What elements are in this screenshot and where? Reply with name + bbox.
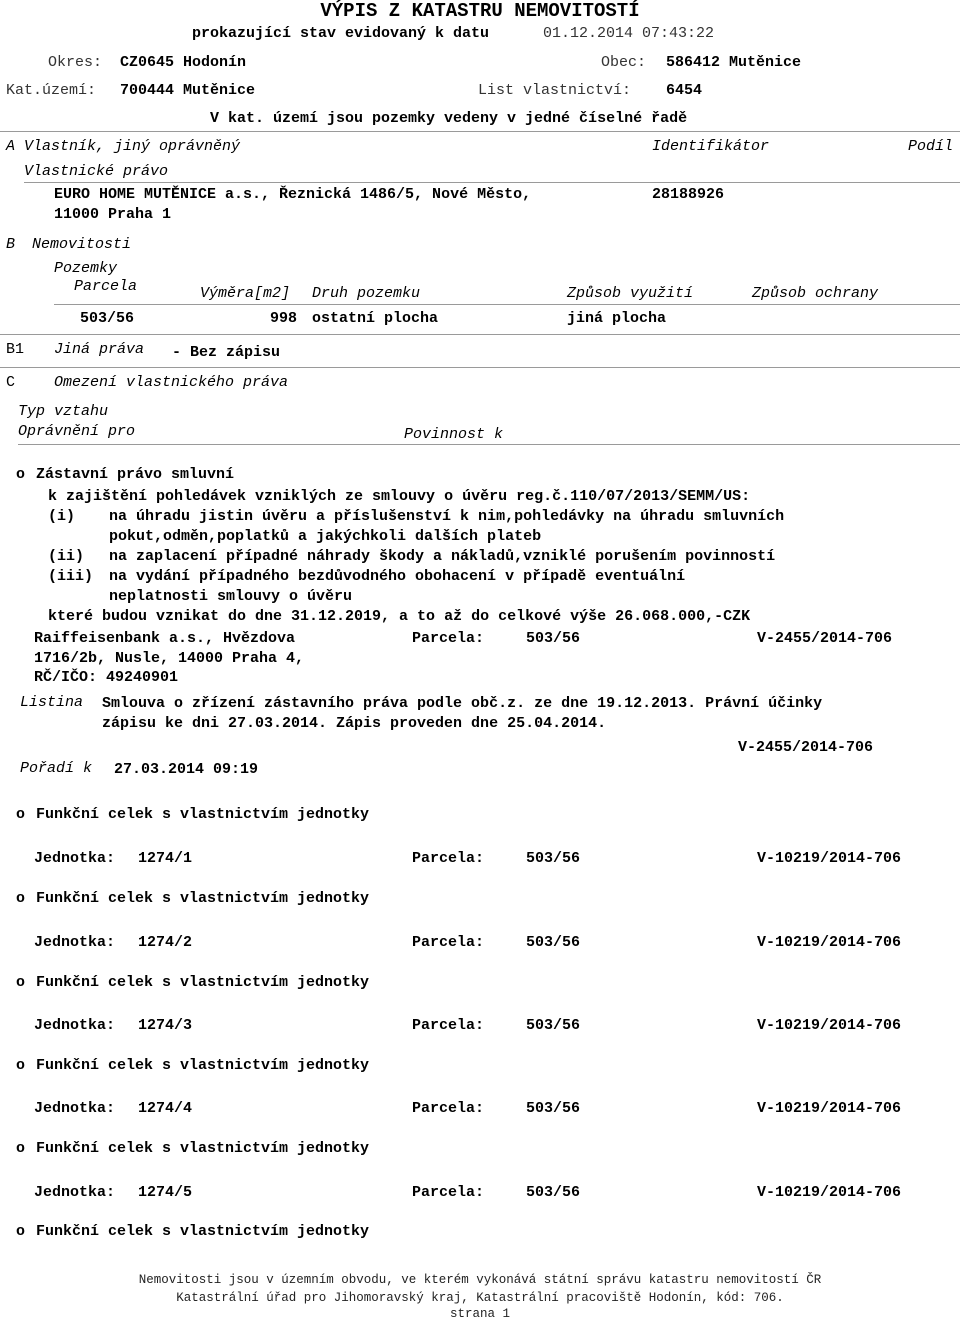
unit-parcela-label: Parcela: bbox=[412, 1017, 485, 1034]
lien-item-text: pokut,odměn,poplatků a jakýchkoli dalších plateb bbox=[109, 528, 542, 545]
jednotka-number: 1274/1 bbox=[138, 850, 193, 867]
lien-closing: které budou vznikat do dne 31.12.2019, a to až do celkové výše 26.068.000,-CZK bbox=[48, 608, 751, 625]
col-podil: Podíl bbox=[908, 138, 954, 155]
celek-label: Funkční celek s vlastnictvím jednotky bbox=[36, 806, 370, 823]
section-a-heading: A Vlastník, jiný oprávněný bbox=[6, 138, 241, 155]
jednotka-number: 1274/3 bbox=[138, 1017, 193, 1034]
section-a-subheading: Vlastnické právo bbox=[24, 163, 169, 180]
section-b1-value: - Bez zápisu bbox=[172, 344, 281, 361]
jednotka-number: 1274/5 bbox=[138, 1184, 193, 1201]
list-value: 6454 bbox=[666, 82, 703, 99]
lien-parcela-value: 503/56 bbox=[526, 630, 581, 647]
lien-line1: k zajištění pohledávek vzniklých ze smlouvy o úvěru reg.č.110/07/2013/SEMM/US: bbox=[48, 488, 751, 505]
creditor-line3: RČ/IČO: 49240901 bbox=[34, 669, 179, 686]
lien-ref: V-2455/2014-706 bbox=[757, 630, 893, 647]
bullet: o bbox=[16, 890, 26, 907]
poradi-value: 27.03.2014 09:19 bbox=[114, 761, 259, 778]
list-label: List vlastnictví: bbox=[478, 82, 632, 99]
col-zpusob-ochrany: Způsob ochrany bbox=[752, 285, 879, 302]
section-b-letter: B bbox=[6, 236, 16, 253]
lien-parcela-label: Parcela: bbox=[412, 630, 485, 647]
unit-parcela-label: Parcela: bbox=[412, 850, 485, 867]
section-c-letter: C bbox=[6, 374, 16, 391]
lien-item-text: na vydání případného bezdůvodného obohacení v případě eventuální bbox=[109, 568, 686, 585]
col-parcela: Parcela bbox=[74, 278, 138, 295]
section-b1-letter: B1 bbox=[6, 341, 25, 358]
col-opravneni-pro: Oprávnění pro bbox=[18, 423, 136, 440]
lien-item-text: na zaplacení případné náhrady škody a nákladů,vzniklé porušením povinností bbox=[109, 548, 776, 565]
jednotka-label: Jednotka: bbox=[34, 1100, 116, 1117]
bullet: o bbox=[16, 806, 26, 823]
col-povinnost-k: Povinnost k bbox=[404, 426, 504, 443]
owner-id: 28188926 bbox=[652, 186, 725, 203]
subtitle-date: 01.12.2014 07:43:22 bbox=[543, 25, 715, 42]
lien-item-mark: (ii) bbox=[48, 548, 85, 565]
lien-title: Zástavní právo smluvní bbox=[36, 466, 235, 483]
okres-label: Okres: bbox=[48, 54, 103, 71]
owner-line2: 11000 Praha 1 bbox=[54, 206, 172, 223]
celek-label: Funkční celek s vlastnictvím jednotky bbox=[36, 1140, 370, 1157]
divider bbox=[24, 182, 960, 183]
unit-parcela-label: Parcela: bbox=[412, 1184, 485, 1201]
divider bbox=[18, 444, 960, 445]
lien-item-mark: (iii) bbox=[48, 568, 94, 585]
bullet: o bbox=[16, 466, 26, 483]
divider bbox=[0, 334, 960, 335]
bullet: o bbox=[16, 1140, 26, 1157]
unit-parcela-value: 503/56 bbox=[526, 1017, 581, 1034]
katuzemi-label: Kat.území: bbox=[6, 82, 97, 99]
lien-item-mark: (i) bbox=[48, 508, 76, 525]
celek-label: Funkční celek s vlastnictvím jednotky bbox=[36, 890, 370, 907]
section-c-heading: Omezení vlastnického práva bbox=[54, 374, 289, 391]
section-b-heading: Nemovitosti bbox=[32, 236, 132, 253]
celek-label: Funkční celek s vlastnictvím jednotky bbox=[36, 974, 370, 991]
unit-ref: V-10219/2014-706 bbox=[757, 1184, 902, 1201]
bullet: o bbox=[16, 1057, 26, 1074]
celek-label: Funkční celek s vlastnictvím jednotky bbox=[36, 1223, 370, 1240]
page-title: VÝPIS Z KATASTRU NEMOVITOSTÍ bbox=[320, 0, 640, 22]
jednotka-label: Jednotka: bbox=[34, 850, 116, 867]
creditor-line1: Raiffeisenbank a.s., Hvězdova bbox=[34, 630, 296, 647]
parcel-usage: jiná plocha bbox=[567, 310, 667, 327]
unit-parcela-value: 503/56 bbox=[526, 1184, 581, 1201]
col-vymera: Výměra[m2] bbox=[200, 285, 291, 302]
katuzemi-value: 700444 Mutěnice bbox=[120, 82, 256, 99]
jednotka-number: 1274/2 bbox=[138, 934, 193, 951]
unit-ref: V-10219/2014-706 bbox=[757, 1017, 902, 1034]
unit-parcela-value: 503/56 bbox=[526, 850, 581, 867]
owner-line1: EURO HOME MUTĚNICE a.s., Řeznická 1486/5, Nové Město, bbox=[54, 186, 532, 203]
unit-parcela-label: Parcela: bbox=[412, 934, 485, 951]
celek-label: Funkční celek s vlastnictvím jednotky bbox=[36, 1057, 370, 1074]
footer-line2: Katastrální úřad pro Jihomoravský kraj, Katastrální pracoviště Hodonín, kód: 706. bbox=[176, 1291, 784, 1305]
unit-parcela-label: Parcela: bbox=[412, 1100, 485, 1117]
col-identifikator: Identifikátor bbox=[652, 138, 770, 155]
jednotka-number: 1274/4 bbox=[138, 1100, 193, 1117]
unit-parcela-value: 503/56 bbox=[526, 934, 581, 951]
divider bbox=[0, 131, 960, 132]
footer-line1: Nemovitosti jsou v územním obvodu, ve kterém vykonává státní správu katastru nemovitostí ČR bbox=[138, 1273, 822, 1287]
unit-ref: V-10219/2014-706 bbox=[757, 850, 902, 867]
jednotka-label: Jednotka: bbox=[34, 934, 116, 951]
listina-ref: V-2455/2014-706 bbox=[738, 739, 874, 756]
jednotka-label: Jednotka: bbox=[34, 1017, 116, 1034]
listina-label: Listina bbox=[20, 694, 84, 711]
col-zpusob-vyuziti: Způsob využití bbox=[567, 285, 694, 302]
col-druh: Druh pozemku bbox=[312, 285, 421, 302]
parcel-number: 503/56 bbox=[80, 310, 135, 327]
obec-value: 586412 Mutěnice bbox=[666, 54, 802, 71]
bullet: o bbox=[16, 974, 26, 991]
poradi-label: Pořadí k bbox=[20, 760, 93, 777]
divider bbox=[0, 367, 960, 368]
parcel-area: 998 bbox=[270, 310, 298, 327]
header-note: V kat. území jsou pozemky vedeny v jedné číselné řadě bbox=[210, 110, 688, 127]
subtitle-label: prokazující stav evidovaný k datu bbox=[192, 25, 490, 42]
obec-label: Obec: bbox=[601, 54, 647, 71]
jednotka-label: Jednotka: bbox=[34, 1184, 116, 1201]
unit-ref: V-10219/2014-706 bbox=[757, 934, 902, 951]
lien-item-text: na úhradu jistin úvěru a příslušenství k nim,pohledávky na úhradu smluvních bbox=[109, 508, 785, 525]
bullet: o bbox=[16, 1223, 26, 1240]
listina-line1: Smlouva o zřízení zástavního práva podle obč.z. ze dne 19.12.2013. Právní účinky bbox=[102, 695, 823, 712]
parcel-type: ostatní plocha bbox=[312, 310, 439, 327]
page-number: strana 1 bbox=[449, 1307, 510, 1321]
divider bbox=[54, 304, 960, 305]
listina-line2: zápisu ke dni 27.03.2014. Zápis proveden dne 25.04.2014. bbox=[102, 715, 607, 732]
lien-item-text: neplatnosti smlouvy o úvěru bbox=[109, 588, 353, 605]
section-b1-heading: Jiná práva bbox=[54, 341, 145, 358]
creditor-line2: 1716/2b, Nusle, 14000 Praha 4, bbox=[34, 650, 305, 667]
col-typ-vztahu: Typ vztahu bbox=[18, 403, 109, 420]
unit-parcela-value: 503/56 bbox=[526, 1100, 581, 1117]
unit-ref: V-10219/2014-706 bbox=[757, 1100, 902, 1117]
pozemky-label: Pozemky bbox=[54, 260, 118, 277]
okres-value: CZ0645 Hodonín bbox=[120, 54, 247, 71]
